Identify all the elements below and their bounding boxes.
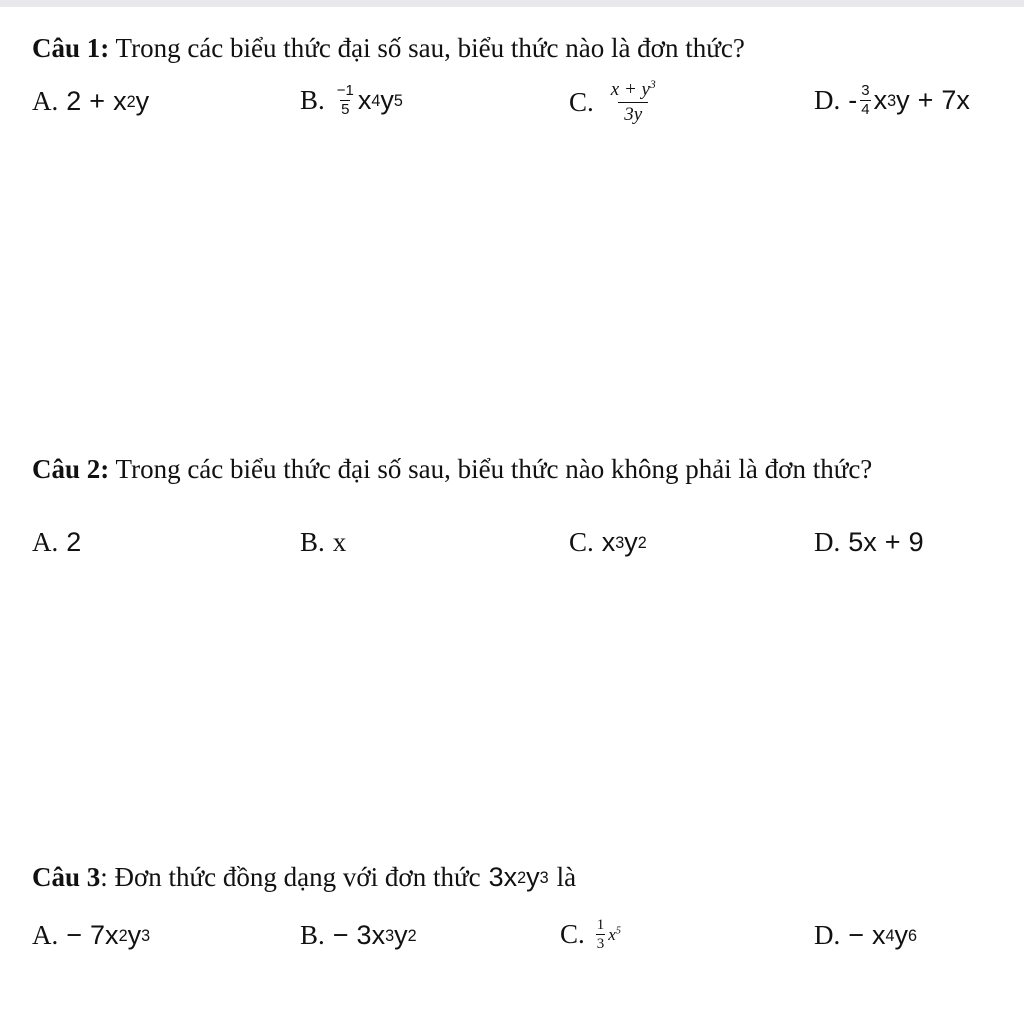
q1-option-a[interactable] xyxy=(32,86,149,117)
q2-option-d-letter: D. xyxy=(814,527,841,557)
q2-option-b-letter: B. xyxy=(300,527,325,557)
q3-option-d-expression: − x 4 y 6 xyxy=(848,920,918,950)
q2-option-a-letter: A. xyxy=(32,527,59,557)
fraction: $\frac{3}{4}$ xyxy=(861,82,870,118)
q3-option-b[interactable] xyxy=(300,920,417,951)
question-1-text: Trong các biểu thức đại số sau, biểu thức nào là đơn thức? xyxy=(115,33,745,63)
q2-option-b-value: x xyxy=(332,527,347,557)
q3-option-c-power: $x^5$ xyxy=(608,924,621,944)
q2-option-d-expression: 5x + 9 xyxy=(848,527,924,557)
question-3-label: Câu 3 xyxy=(32,862,101,892)
q3-option-d[interactable] xyxy=(814,920,917,951)
q2-option-b[interactable] xyxy=(300,527,346,558)
q1-option-a-expression: 2 + x 2 y xyxy=(66,86,150,116)
q2-option-c[interactable] xyxy=(569,527,647,558)
q3-option-c[interactable] xyxy=(560,916,621,953)
q1-option-c-fraction: $\frac{x + y^3}{3y}$ xyxy=(610,78,656,125)
q2-option-d[interactable] xyxy=(814,527,924,558)
q3-option-b-letter: B. xyxy=(300,920,325,950)
window-top-edge xyxy=(0,0,1024,7)
q2-option-c-letter: C. xyxy=(569,527,594,557)
q2-option-a-value: 2 xyxy=(66,527,82,557)
q3-option-c-letter: C. xyxy=(560,919,585,949)
q1-option-d-letter: D. xyxy=(814,85,841,115)
q1-option-b[interactable] xyxy=(300,82,403,119)
fraction: $\frac{1}{3}$ xyxy=(596,917,605,952)
q1-option-b-letter: B. xyxy=(300,85,325,115)
q3-option-a-letter: A. xyxy=(32,920,59,950)
q1-option-d[interactable] xyxy=(814,82,970,119)
question-3 xyxy=(32,862,576,893)
question-2-text: Trong các biểu thức đại số sau, biểu thức nào không phải là đơn thức? xyxy=(115,454,873,484)
q2-option-c-expression: x 3 y 2 xyxy=(601,527,647,557)
q2-option-a[interactable] xyxy=(32,527,81,558)
q3-option-a[interactable] xyxy=(32,920,150,951)
question-3-text: : Đơn thức đồng dạng với đơn thức xyxy=(100,862,481,892)
q1-option-a-letter: A. xyxy=(32,86,59,116)
q1-option-c-letter: C. xyxy=(569,87,594,117)
q3-option-b-expression: − 3x 3 y 2 xyxy=(332,920,417,950)
q1-option-d-expression: - $\frac{3}{4}$ x 3 y + 7x xyxy=(848,82,970,118)
fraction: $\frac{-1}{5}$ xyxy=(336,82,354,118)
question-3-text-end: là xyxy=(556,862,577,892)
question-3-expression: 3x 2 y 3 xyxy=(488,862,549,892)
q3-option-d-letter: D. xyxy=(814,920,841,950)
q3-option-a-expression: − 7x 2 y 3 xyxy=(66,920,151,950)
q1-option-c[interactable] xyxy=(569,78,665,127)
question-2 xyxy=(32,448,1022,490)
q1-option-b-expression: $\frac{-1}{5}$ x 4 y 5 xyxy=(336,82,403,118)
question-1 xyxy=(32,33,745,64)
question-2-label: Câu 2: xyxy=(32,454,110,484)
question-1-label: Câu 1: xyxy=(32,33,110,63)
